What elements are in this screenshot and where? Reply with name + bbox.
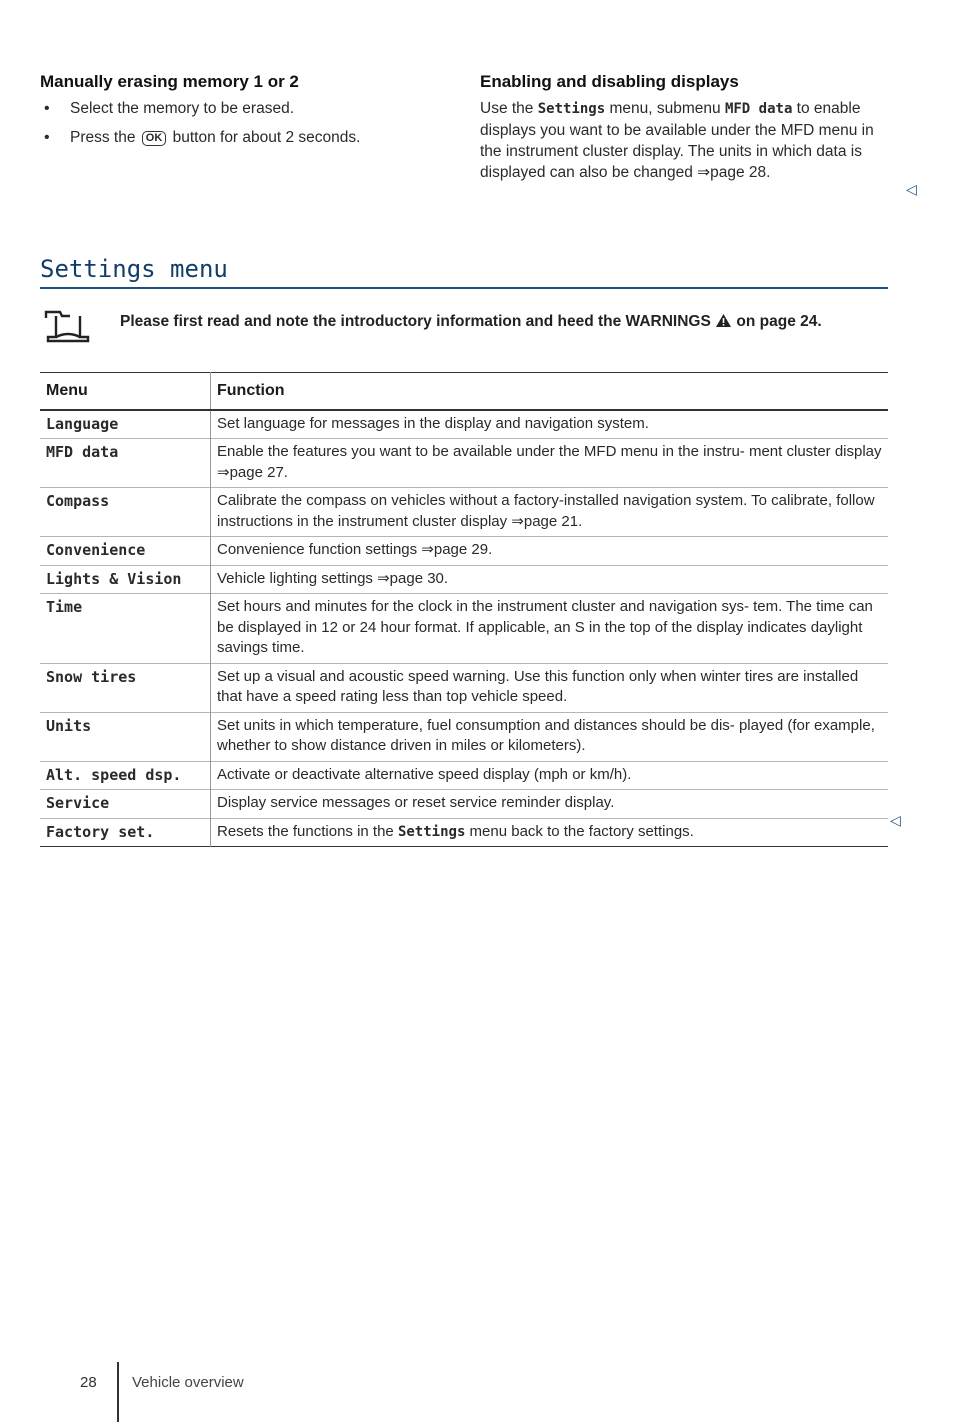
book-icon	[40, 309, 110, 343]
menu-cell: Snow tires	[40, 663, 211, 712]
safety-note	[120, 311, 850, 334]
section-rule	[40, 287, 888, 289]
menu-cell: Convenience	[40, 537, 211, 566]
function-cell: Set hours and minutes for the clock in the instrument cluster and navigation sys- tem. The time can be displayed in 12 or 24 hour format. If applicable, an S in the top of the display indicates daylight savings time.	[217, 598, 873, 656]
table-row	[40, 790, 888, 819]
menu-cell: MFD data	[40, 439, 211, 488]
memory-erase-heading: Manually erasing memory 1 or 2	[40, 72, 299, 91]
step-text: Select the memory to be erased.	[70, 100, 295, 117]
function-cell: Vehicle lighting settings ⇒page 30.	[217, 569, 449, 587]
table-row	[40, 565, 888, 594]
memory-erase-steps	[40, 98, 440, 148]
menu-cell: Service	[40, 790, 211, 819]
settings-menu-table	[40, 372, 888, 847]
settings-menu-code: Settings	[397, 823, 466, 840]
function-cell: Display service messages or reset service reminder display.	[217, 794, 615, 811]
displays-paragraph	[480, 98, 885, 183]
section-title: Settings menu	[40, 255, 228, 283]
table-header-row	[40, 373, 888, 410]
table-row	[40, 537, 888, 566]
menu-cell: Time	[40, 594, 211, 664]
footer-section-name: Vehicle overview	[132, 1374, 244, 1391]
table-row	[40, 761, 888, 790]
column-header-menu: Menu	[40, 373, 211, 410]
step-press-ok	[40, 127, 440, 148]
step-text: button for about 2 seconds.	[172, 129, 361, 146]
ok-button-icon: OK	[142, 131, 167, 146]
table-row	[40, 410, 888, 439]
paragraph-text: Use the	[480, 100, 538, 117]
step-text: Press the	[70, 129, 136, 146]
note-text: Please first read and note the introductory information and heed the WARNINGS	[120, 313, 711, 330]
table-row	[40, 594, 888, 664]
menu-cell: Alt. speed dsp.	[40, 761, 211, 790]
table-row	[40, 439, 888, 488]
note-text: on page 24.	[736, 313, 822, 330]
function-text: menu back to the factory settings.	[465, 822, 694, 840]
paragraph-text: to enable displays you want to be available under the MFD menu in the instrument cluster display. The units in which data is displayed can also be changed ⇒page 28.	[480, 100, 874, 181]
function-cell: Set up a visual and acoustic speed warning. Use this function only when winter tires are installed that have a speed rating less than top vehicle speed.	[217, 667, 859, 705]
function-cell: Set language for messages in the display and navigation system.	[217, 414, 649, 432]
footer-divider	[117, 1362, 119, 1422]
column-header-function: Function	[217, 382, 285, 399]
displays-heading: Enabling and disabling displays	[480, 72, 739, 91]
table-row	[40, 663, 888, 712]
end-of-section-icon: ◁	[890, 812, 901, 828]
end-of-section-icon: ◁	[906, 181, 917, 197]
menu-cell: Language	[40, 410, 211, 439]
function-cell: Set units in which temperature, fuel consumption and distances should be dis- played (for example, whether to show distance driven in miles or kilometers).	[217, 716, 875, 754]
warning-triangle-icon	[715, 313, 732, 334]
menu-cell: Lights & Vision	[40, 565, 211, 594]
function-cell: Convenience function settings ⇒page 29.	[217, 541, 493, 558]
function-cell: Calibrate the compass on vehicles without a factory-installed navigation system. To calibrate, follow instructions in the instrument cluster display ⇒page 21.	[217, 492, 875, 530]
function-text: Resets the functions in the	[217, 822, 398, 840]
menu-cell: Compass	[40, 488, 211, 537]
function-cell	[211, 818, 889, 847]
function-cell: Activate or deactivate alternative speed display (mph or km/h).	[217, 765, 632, 783]
table-row	[40, 712, 888, 761]
mfd-data-code: MFD data	[724, 101, 793, 117]
page-number: 28	[80, 1374, 97, 1391]
menu-cell: Factory set.	[40, 818, 211, 847]
left-column	[40, 72, 440, 156]
function-cell: Enable the features you want to be available under the MFD menu in the instru- ment cluster display ⇒page 27.	[217, 443, 882, 481]
paragraph-text: menu, submenu	[605, 100, 725, 117]
table-row	[40, 818, 888, 847]
menu-cell: Units	[40, 712, 211, 761]
table-row	[40, 488, 888, 537]
right-column	[480, 72, 885, 183]
step-select-memory	[40, 98, 440, 119]
settings-menu-code: Settings	[537, 101, 606, 117]
